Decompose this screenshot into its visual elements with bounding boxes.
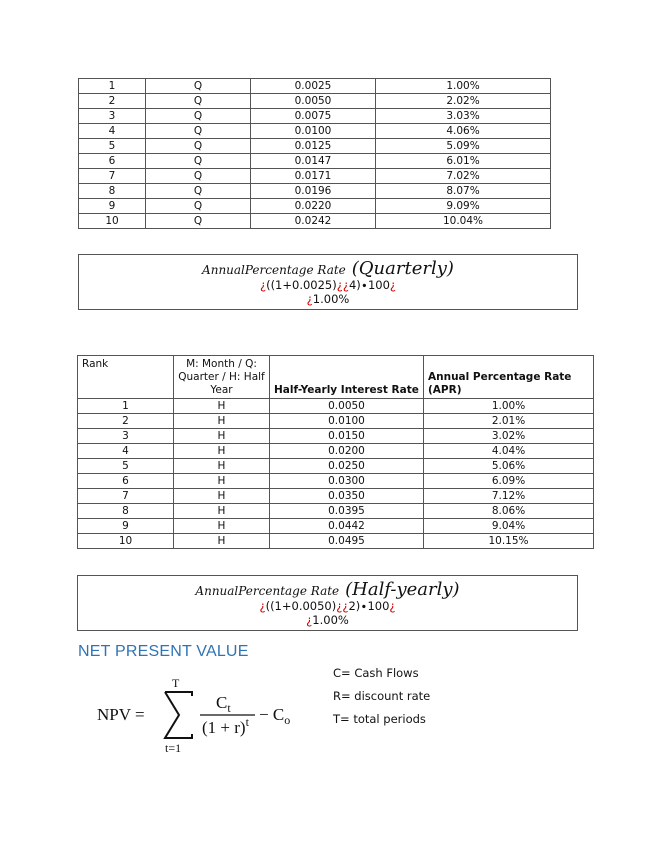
sigma-icon: [165, 692, 192, 738]
table-row: [78, 519, 594, 534]
quarterly-apr-formula: [78, 254, 578, 310]
table-row: [78, 489, 594, 504]
table-cell: H: [174, 474, 270, 489]
table-cell: 0.0100: [251, 124, 376, 139]
table-cell: 1.00%: [424, 399, 594, 414]
table-row: [79, 199, 551, 214]
table-cell: 0.0050: [251, 94, 376, 109]
table-cell: H: [174, 399, 270, 414]
table-cell: 5: [78, 459, 174, 474]
table-row: [79, 109, 551, 124]
table-cell: 0.0147: [251, 154, 376, 169]
table-cell: 1: [79, 79, 146, 94]
table-row: [79, 79, 551, 94]
table-row: [78, 399, 594, 414]
table-cell: Q: [146, 199, 251, 214]
table-cell: 2: [79, 94, 146, 109]
npv-heading: NET PRESENT VALUE: [78, 643, 249, 660]
table-cell: 8: [79, 184, 146, 199]
table-row: [78, 414, 594, 429]
formula-expression: ¿((1+0.0050)¿¿2)∙100¿: [259, 599, 396, 613]
table-cell: 0.0171: [251, 169, 376, 184]
table-cell: Q: [146, 124, 251, 139]
header-apr: Annual Percentage Rate (APR): [424, 356, 594, 399]
table-cell: 5: [79, 139, 146, 154]
table-cell: 4.04%: [424, 444, 594, 459]
quarterly-table-body: [79, 79, 551, 229]
table-cell: H: [174, 429, 270, 444]
table-cell: Q: [146, 214, 251, 229]
formula-qualifier: (Quarterly): [351, 258, 454, 279]
table-cell: 0.0250: [270, 459, 424, 474]
table-row: [79, 139, 551, 154]
table-cell: 0.0442: [270, 519, 424, 534]
sum-upper-limit: T: [172, 677, 180, 690]
table-cell: Q: [146, 154, 251, 169]
table-row: [78, 429, 594, 444]
header-rank: Rank: [78, 356, 174, 399]
table-cell: 0.0242: [251, 214, 376, 229]
table-cell: H: [174, 534, 270, 549]
formula-qualifier: (Half-yearly): [345, 579, 460, 600]
header-period-type: M: Month / Q: Quarter / H: Half Year: [174, 356, 270, 399]
table-cell: 8.06%: [424, 504, 594, 519]
table-cell: 0.0395: [270, 504, 424, 519]
table-cell: 10: [78, 534, 174, 549]
table-cell: 0.0100: [270, 414, 424, 429]
table-cell: 0.0350: [270, 489, 424, 504]
table-cell: 8.07%: [376, 184, 551, 199]
table-row: [79, 169, 551, 184]
table-cell: H: [174, 489, 270, 504]
table-cell: Q: [146, 184, 251, 199]
table-header-row: [78, 356, 594, 399]
halfyearly-apr-formula: [77, 575, 578, 631]
table-row: [79, 214, 551, 229]
formula-result: ¿1.00%: [306, 292, 350, 306]
table-cell: 9: [78, 519, 174, 534]
table-cell: 7.12%: [424, 489, 594, 504]
table-cell: 7.02%: [376, 169, 551, 184]
table-cell: 10: [79, 214, 146, 229]
table-cell: 0.0495: [270, 534, 424, 549]
table-cell: 5.09%: [376, 139, 551, 154]
quarterly-rates-table: [78, 78, 551, 229]
table-cell: Q: [146, 79, 251, 94]
table-cell: 0.0220: [251, 199, 376, 214]
table-cell: Q: [146, 94, 251, 109]
table-cell: 5.06%: [424, 459, 594, 474]
table-cell: H: [174, 459, 270, 474]
table-cell: 6.01%: [376, 154, 551, 169]
table-cell: Q: [146, 139, 251, 154]
table-cell: 0.0150: [270, 429, 424, 444]
header-interest-rate: Half-Yearly Interest Rate: [270, 356, 424, 399]
legend-total-periods: T= total periods: [333, 712, 426, 726]
table-cell: H: [174, 444, 270, 459]
table-row: [78, 534, 594, 549]
table-cell: 1.00%: [376, 79, 551, 94]
table-cell: H: [174, 504, 270, 519]
table-cell: 2: [78, 414, 174, 429]
sum-lower-limit: t=1: [165, 741, 182, 755]
table-cell: 0.0050: [270, 399, 424, 414]
formula-result: ¿1.00%: [306, 613, 349, 627]
formula-label: AnnualPercentage Rate: [195, 584, 340, 598]
table-cell: 0.0200: [270, 444, 424, 459]
table-cell: 10.15%: [424, 534, 594, 549]
table-cell: 4.06%: [376, 124, 551, 139]
table-cell: 0.0300: [270, 474, 424, 489]
table-cell: 9.09%: [376, 199, 551, 214]
table-cell: 9: [79, 199, 146, 214]
table-row: [79, 124, 551, 139]
formula-label: AnnualPercentage Rate: [202, 263, 346, 277]
table-cell: 4: [79, 124, 146, 139]
table-cell: Q: [146, 169, 251, 184]
numerator: $C_t$: [216, 693, 231, 715]
table-cell: 0.0025: [251, 79, 376, 94]
table-row: [79, 184, 551, 199]
table-cell: 3: [79, 109, 146, 124]
table-row: [78, 474, 594, 489]
npv-formula-graphic: [95, 677, 310, 757]
initial-investment: − $C_o$: [259, 705, 291, 727]
table-cell: 6.09%: [424, 474, 594, 489]
halfyearly-rates-table: [77, 355, 594, 549]
table-cell: 2.02%: [376, 94, 551, 109]
table-cell: 0.0125: [251, 139, 376, 154]
table-cell: H: [174, 519, 270, 534]
table-row: [78, 504, 594, 519]
table-cell: 3: [78, 429, 174, 444]
table-cell: 2.01%: [424, 414, 594, 429]
table-cell: 0.0196: [251, 184, 376, 199]
table-cell: 4: [78, 444, 174, 459]
denominator: $(1 + r)^t$: [202, 715, 249, 737]
table-cell: Q: [146, 109, 251, 124]
legend-cash-flows: C= Cash Flows: [333, 666, 419, 680]
table-cell: 7: [78, 489, 174, 504]
table-cell: 8: [78, 504, 174, 519]
table-cell: 6: [78, 474, 174, 489]
table-cell: 10.04%: [376, 214, 551, 229]
table-cell: 0.0075: [251, 109, 376, 124]
table-cell: 1: [78, 399, 174, 414]
table-cell: H: [174, 414, 270, 429]
table-row: [78, 444, 594, 459]
table-cell: 3.02%: [424, 429, 594, 444]
table-cell: 3.03%: [376, 109, 551, 124]
table-row: [79, 154, 551, 169]
table-row: [79, 94, 551, 109]
table-cell: 7: [79, 169, 146, 184]
table-row: [78, 459, 594, 474]
formula-expression: ¿((1+0.0025)¿¿4)∙100¿: [259, 278, 397, 292]
table-cell: 9.04%: [424, 519, 594, 534]
npv-lhs: NPV =: [97, 705, 145, 724]
halfyearly-table-body: [78, 399, 594, 549]
npv-formula: [95, 677, 310, 762]
legend-discount-rate: R= discount rate: [333, 689, 431, 703]
table-cell: 6: [79, 154, 146, 169]
